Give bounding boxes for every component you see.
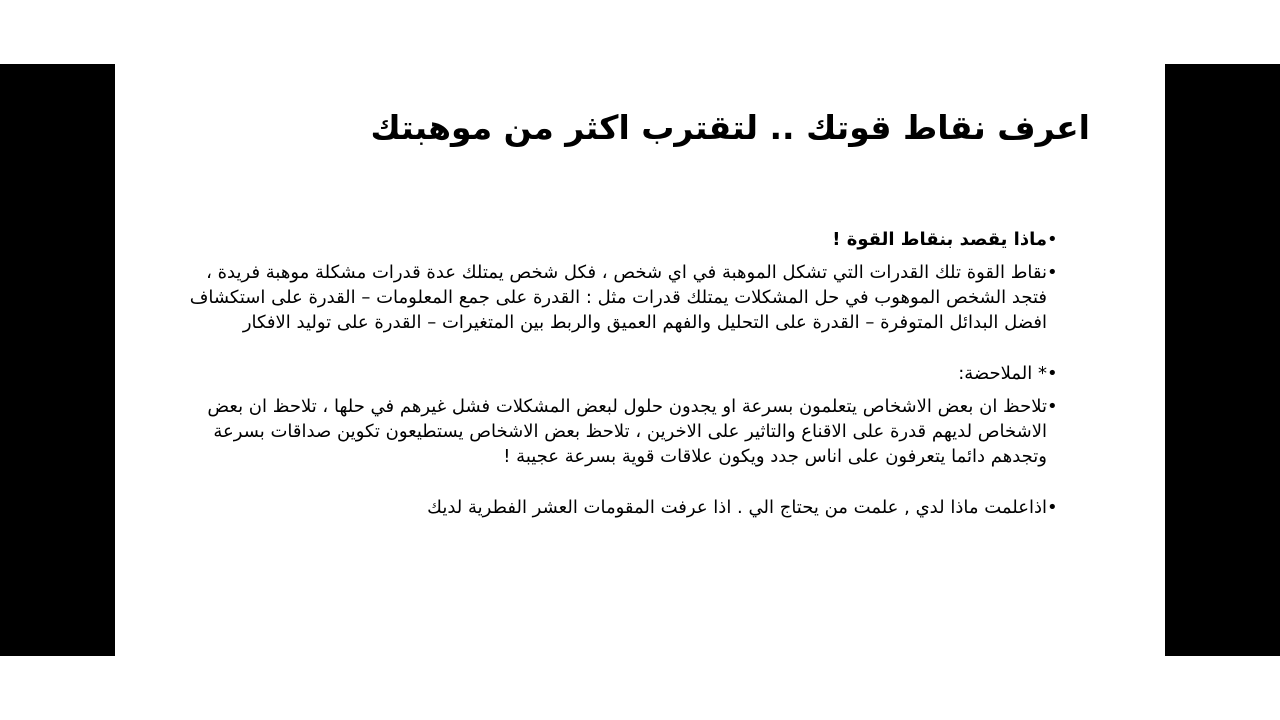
bullet-text: تلاحظ ان بعض الاشخاص يتعلمون بسرعة او يجدون حلول لبعض المشكلات فشل غيرهم في حلها ، تلاحظ ان بعض الاشخاص لديهم قدرة على الاقناع والتاثير على الاخرين ، تلاحظ بعض الاشخاص يستطيعون تكوين صداقات بسرعة وتجدهم دائما يتعرفون على اناس جدد ويكون علاقات قوية بسرعة عجيبة ! [207, 396, 1047, 467]
bullet-marker: • [1047, 363, 1058, 384]
bullet-text: * الملاحضة: [958, 363, 1047, 384]
list-item [175, 394, 1087, 469]
bullet-marker: • [1047, 262, 1058, 283]
spacer [175, 335, 1087, 361]
list-item [175, 260, 1087, 335]
bullet-marker: • [1047, 229, 1058, 250]
slide-title: اعرف نقاط قوتك .. لتقترب اكثر من موهبتك [370, 108, 1090, 147]
spacer [175, 252, 1087, 260]
spacer [175, 386, 1087, 394]
bullet-text: اذاعلمت ماذا لدي , علمت من يحتاج الي . اذا عرفت المقومات العشر الفطرية لديك [427, 497, 1047, 518]
presentation-slide [115, 64, 1165, 656]
list-item [175, 227, 1087, 252]
bullet-marker: • [1047, 396, 1058, 417]
bullet-text: نقاط القوة تلك القدرات التي تشكل الموهبة في اي شخص ، فكل شخص يمتلك عدة قدرات مشكلة موهبة فريدة ، فتجد الشخص الموهوب في حل المشكلات يمتلك قدرات مثل : القدرة على جمع المعلومات – القدرة على استكشاف افضل البدائل المتوفرة – القدرة على التحليل والفهم العميق والربط بين المتغيرات – القدرة على توليد الافكار [189, 262, 1047, 333]
list-item [175, 361, 1087, 386]
bullet-marker: • [1047, 497, 1058, 518]
bullet-text: ماذا يقصد بنقاط القوة ! [832, 229, 1047, 250]
spacer [175, 469, 1087, 495]
list-item [175, 495, 1087, 520]
bullet-list [175, 227, 1087, 520]
